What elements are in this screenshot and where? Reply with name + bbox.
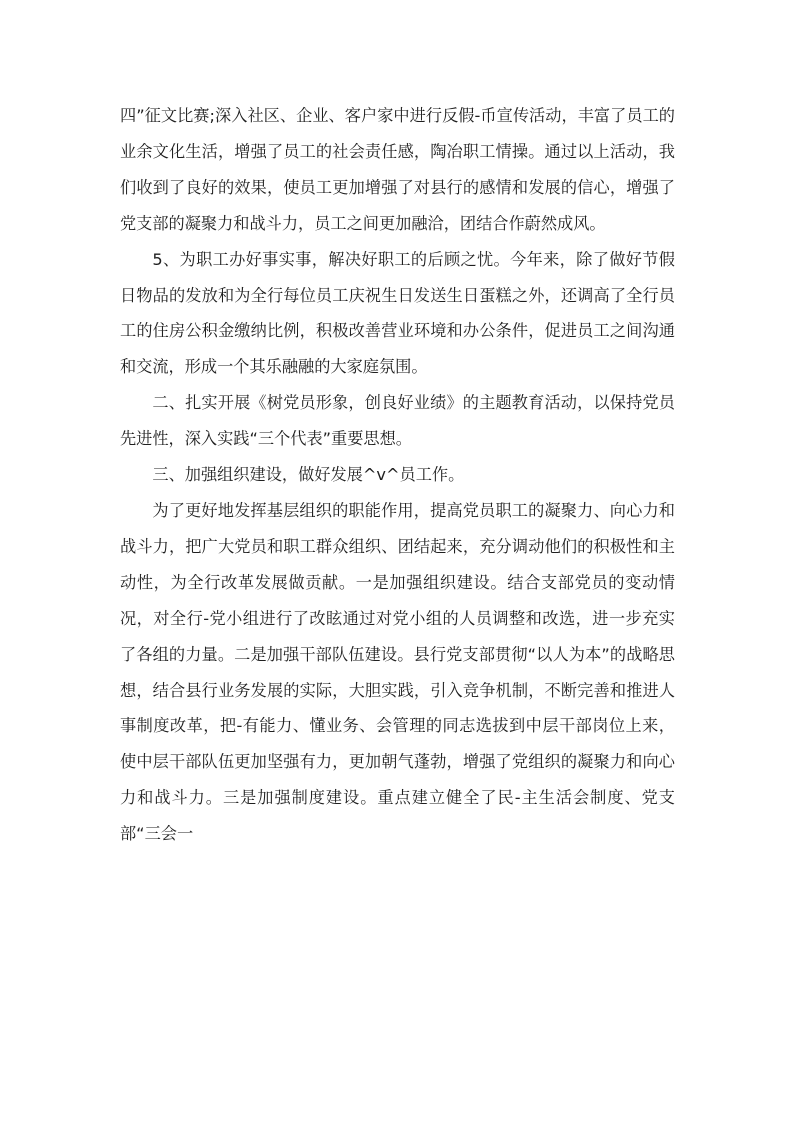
- paragraph-theme-education: 二、扎实开展《树党员形象，创良好业绩》的主题教育活动，以保持党员先进性，深入实践“三个代表”重要思想。: [120, 393, 675, 449]
- paragraph-activities-summary: 四”征文比赛;深入社区、企业、客户家中进行反假-币宣传活动，丰富了员工的业余文化生活，增强了员工的社会责任感，陶冶职工情操。通过以上活动，我们收到了良好的效果，使员工更加增强了对县行的感情和发展的信心，增强了党支部的凝聚力和战斗力，员工之间更加融洽，团结合作蔚然成风。: [120, 106, 675, 233]
- paragraph-organization-heading: 三、加强组织建设，做好发展^v^员工作。: [152, 465, 465, 485]
- paragraph-organization-building: 为了更好地发挥基层组织的职能作用，提高党员职工的凝聚力、向心力和战斗力，把广大党员和职工群众组织、团结起来，充分调动他们的积极性和主动性，为全行改革发展做贡献。一是加强组织建设。结合支部党员的变动情况，对全行-党小组进行了改眩通过对党小组的人员调整和改选，进一步充实了各组的力量。二是加强干部队伍建设。县行党支部贯彻“以人为本”的战略思想，结合县行业务发展的实际，大胆实践，引入竞争机制，不断完善和推进人事制度改革，把-有能力、懂业务、会管理的同志选拔到中层干部岗位上来，使中层干部队伍更加坚强有力，更加朝气蓬勃，增强了党组织的凝聚力和向心力和战斗力。三是加强制度建设。重点建立健全了民-主生活会制度、党支部“三会一: [120, 500, 675, 844]
- paragraph-staff-welfare: 5、为职工办好事实事，解决好职工的后顾之忧。今年来，除了做好节假日物品的发放和为全行每位员工庆祝生日发送生日蛋糕之外，还调高了全行员工的住房公积金缴纳比例，积极改善营业环境和办公条件，促进员工之间沟通和交流，形成一个其乐融融的大家庭氛围。: [120, 249, 675, 377]
- document-body: [120, 98, 675, 852]
